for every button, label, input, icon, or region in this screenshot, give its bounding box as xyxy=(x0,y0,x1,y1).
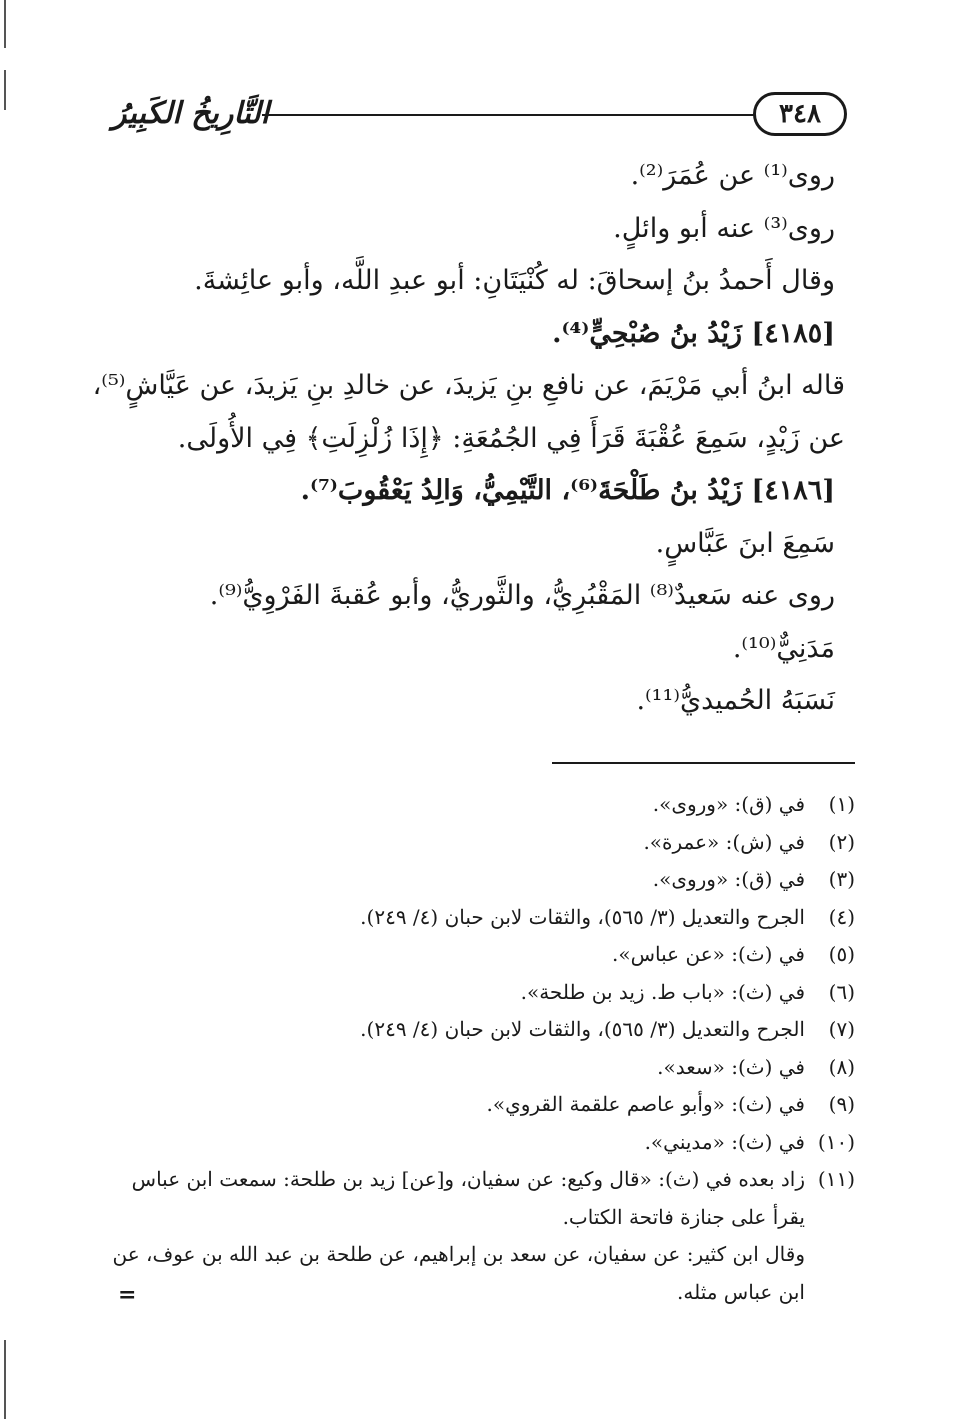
footnote-number: (٤) xyxy=(828,904,855,929)
footnote-number: (٩) xyxy=(828,1092,855,1116)
text-line: روى عنه سَعيدٌ⁽⁸⁾ المَقْبُرِيُّ، والثَّوريُّ، وأبو عُقبةَ الفَرْوِيُّ⁽⁹⁾. xyxy=(209,580,835,611)
scan-edge-mark xyxy=(4,1340,6,1419)
footnote-text: في (ث): «سعد». xyxy=(657,1054,805,1079)
text-line: روى⁽¹⁾ عن عُمَرَ⁽²⁾. xyxy=(630,160,835,191)
footnote-number: (٨) xyxy=(828,1054,855,1079)
header-rule xyxy=(262,114,755,116)
footnote xyxy=(110,1049,855,1087)
footnote-text: في (ق): «وروى». xyxy=(652,867,805,891)
footnote-text: زاد بعده في (ث): «قال وكيع: عن سفيان، و[عن] زيد بن طلحة: سمعت ابن عباس xyxy=(131,1167,805,1191)
footnote-text: في (ش): «عمرة». xyxy=(643,829,805,854)
footnotes xyxy=(110,786,855,1311)
text-line: قاله ابنُ أبي مَرْيَمَ، عن نافعِ بنِ يَزيدَ، عن خالدِ بنِ يَزيدَ، عن عَيَّاشٍ⁽⁵⁾، xyxy=(92,370,845,401)
footnote-number: (١) xyxy=(828,792,855,816)
entry-heading: [٤١٨٥] زَيْدُ بنُ صُبْحِيٍّ⁽⁴⁾. xyxy=(552,317,835,349)
text-line: سَمِعَ ابنَ عَبَّاسٍ. xyxy=(655,527,835,559)
continuation-mark: = xyxy=(118,1282,137,1308)
footnote-number: (٧) xyxy=(828,1017,855,1041)
entry-heading: [٤١٨٦] زَيْدُ بنُ طَلْحَةَ⁽⁶⁾، التَّيْمِيُّ، وَالِدُ يَعْقُوبَ⁽⁷⁾. xyxy=(300,475,835,506)
book-title: التَّارِيخُ الكَبِيرُ xyxy=(112,96,270,131)
text-line: مَدَنِيٌّ⁽¹⁰⁾. xyxy=(732,632,835,664)
footnote xyxy=(110,1086,855,1124)
page-number: ٣٤٨ xyxy=(753,92,847,136)
footnote-text: في (ث): «باب ط. زيد بن طلحة». xyxy=(520,979,805,1004)
footnote-continuation: يقرأ على جنازة فاتحة الكتاب. xyxy=(562,1204,805,1229)
main-text xyxy=(92,150,845,728)
text-line: نَسَبَهُ الحُميديُّ⁽¹¹⁾. xyxy=(636,685,835,716)
footnote-continuation: ابن عباس مثله. xyxy=(677,1279,805,1304)
footnote xyxy=(110,861,855,899)
footnote xyxy=(110,1011,855,1049)
text-line: روى⁽³⁾ عنه أبو وائلٍ. xyxy=(613,212,835,244)
footnote-text: الجرح والتعديل (٣/ ٥٦٥)، والثقات لابن حبان (٤/ ٢٤٩). xyxy=(360,1017,805,1041)
footnote xyxy=(110,974,855,1012)
footnote-number: (٥) xyxy=(828,942,855,966)
footnote-number: (١٠) xyxy=(817,1129,855,1154)
footnote xyxy=(110,936,855,974)
footnote-number: (١١) xyxy=(817,1167,855,1191)
text-line: وقال أَحمدُ بنُ إسحاقَ: له كُنْيَتَانِ: أبو عبدِ اللَّه، وأبو عائِشةَ. xyxy=(194,265,835,296)
footnote-text: في (ث): «عن عباس». xyxy=(612,942,805,966)
text-line: عن زَيْدٍ، سَمِعَ عُقْبَةَ قَرَأَ فِي الجُمُعَةِ: ﴿إِذَا زُلْزِلَتِ﴾ فِي الأُولَى. xyxy=(177,422,845,454)
footnote-text: في (ث): «وأبو عاصم علقمة القروي». xyxy=(486,1092,805,1116)
footnote xyxy=(110,1161,855,1199)
footnote-text: الجرح والتعديل (٣/ ٥٦٥)، والثقات لابن حبان (٤/ ٢٤٩). xyxy=(360,904,805,929)
footnote xyxy=(110,824,855,862)
footnote-continuation: وقال ابن كثير: عن سفيان، عن سعد بن إبراهيم، عن طلحة بن عبد الله بن عوف، عن xyxy=(112,1242,805,1266)
footnote-number: (٣) xyxy=(828,867,855,891)
footnote-separator xyxy=(552,762,855,764)
footnote-number: (٢) xyxy=(828,829,855,854)
footnote-text: في (ق): «وروى». xyxy=(652,792,805,816)
footnote xyxy=(110,1124,855,1162)
footnote xyxy=(110,786,855,824)
scan-edge-mark xyxy=(4,0,6,48)
scan-edge-mark xyxy=(4,70,6,110)
running-header xyxy=(112,88,847,140)
footnote xyxy=(110,899,855,937)
footnote-number: (٦) xyxy=(828,979,855,1004)
footnote-text: في (ث): «مديني». xyxy=(644,1129,805,1154)
